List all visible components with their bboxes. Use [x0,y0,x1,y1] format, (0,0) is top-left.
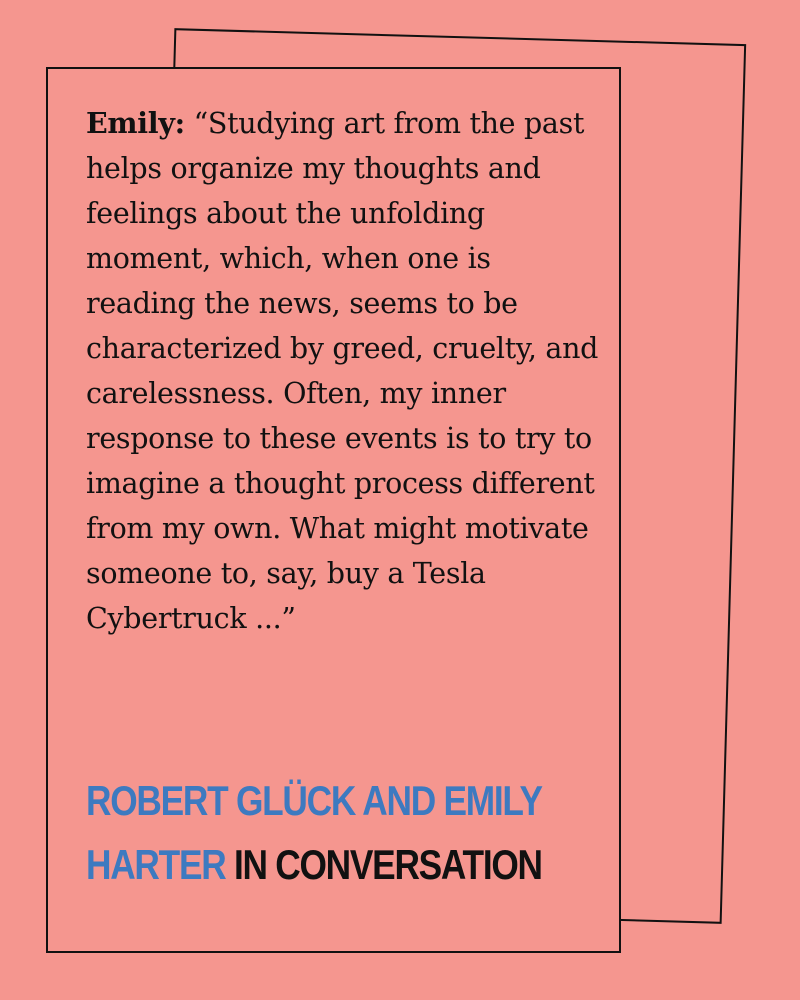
quote-speaker: Emily: [86,106,185,140]
quote-body: “Studying art from the past helps organize my thoughts and feelings about the unfolding moment, which, when one is reading the news, seems to be characterized by greed, cruelty, and carelessness. Often, my inner response to these events is to try to imagine a thought process different from my own. What might motivate someone to, say, buy a Tesla Cybertruck ...” [86,107,599,635]
headline [86,769,542,897]
headline-names-line1: ROBERT GLÜCK AND EMILY [86,777,542,824]
quote-text [86,101,606,641]
front-card [46,67,621,953]
headline-suffix: IN CONVERSATION [233,841,542,888]
headline-names-line2: HARTER [86,841,226,888]
headline-line-1 [86,769,542,833]
headline-line-2 [86,833,542,897]
